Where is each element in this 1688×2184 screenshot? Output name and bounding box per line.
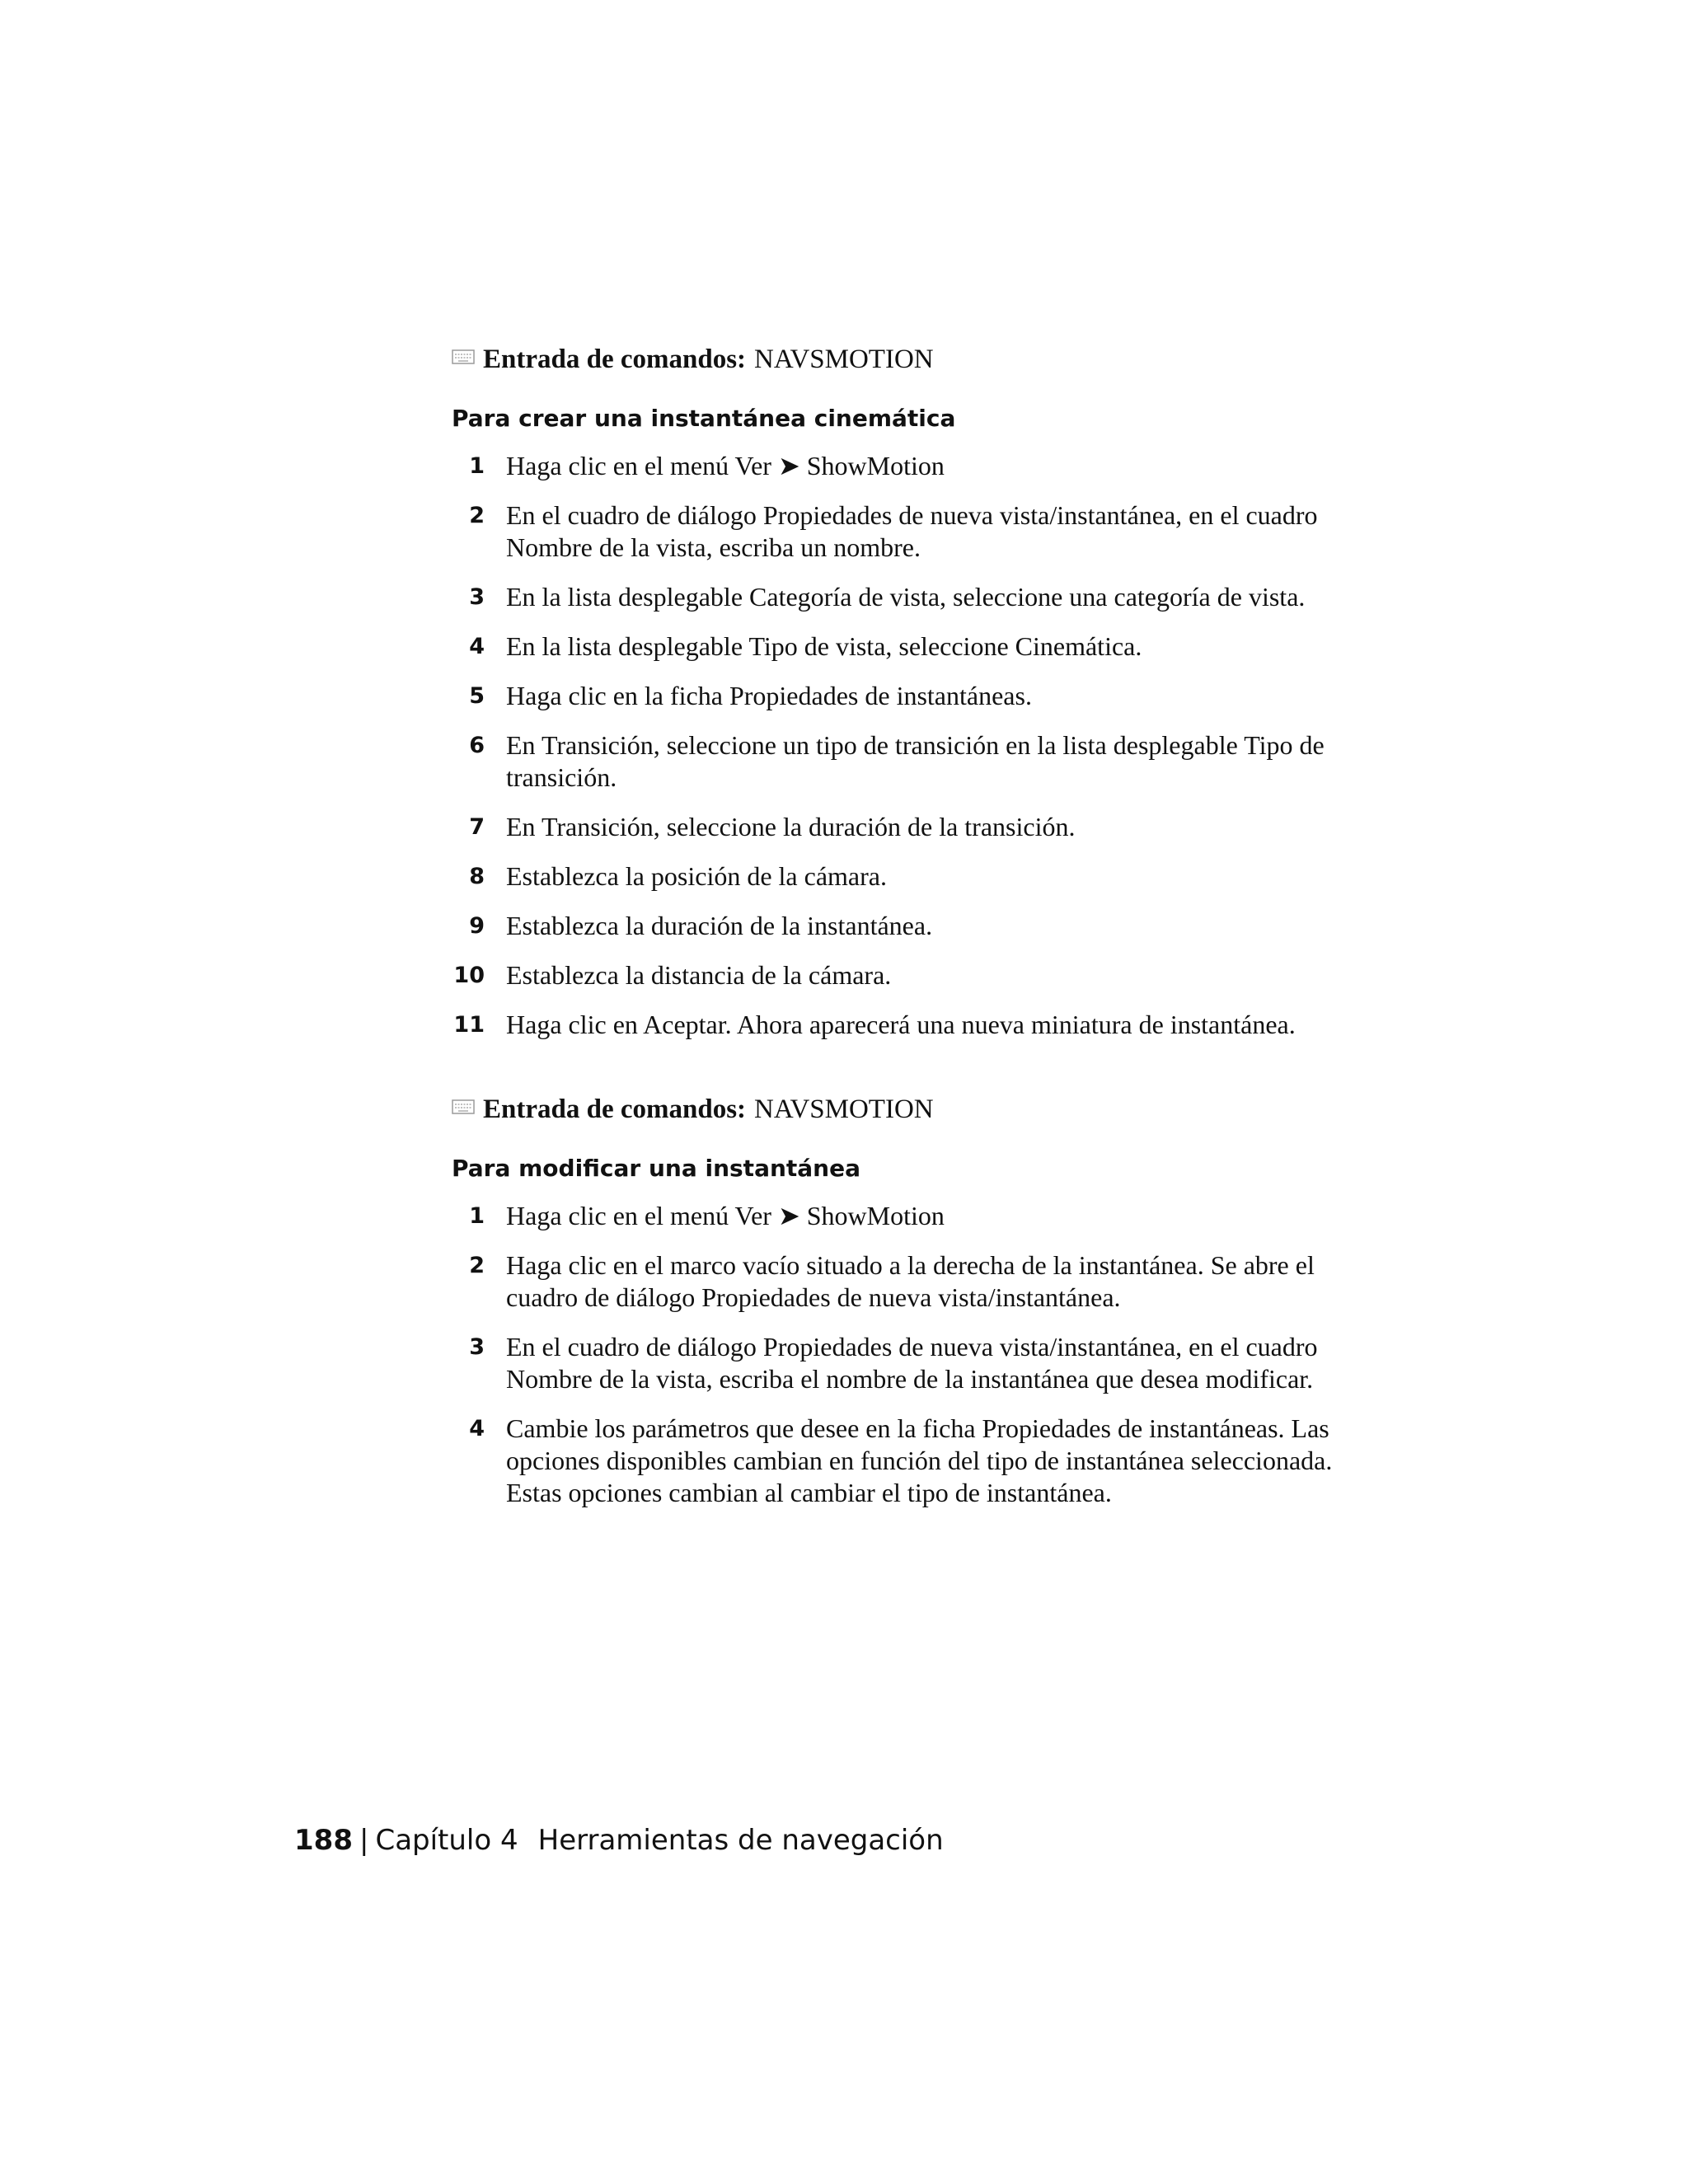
step-number: 3 — [469, 584, 485, 610]
procedure-steps — [452, 450, 1358, 1041]
list-item — [452, 860, 1358, 893]
step-text: Haga clic en el menú Ver ➤ ShowMotion — [506, 1201, 945, 1230]
step-text: En Transición, seleccione un tipo de transición en la lista desplegable Tipo de transición. — [506, 730, 1325, 792]
list-item — [452, 811, 1358, 843]
step-number: 7 — [469, 814, 485, 840]
step-number: 3 — [469, 1334, 485, 1360]
step-text: Establezca la duración de la instantánea. — [506, 911, 933, 940]
list-item — [452, 1009, 1358, 1041]
list-item — [452, 450, 1358, 482]
keyboard-icon — [452, 1099, 475, 1115]
list-item — [452, 680, 1358, 712]
step-number: 6 — [469, 733, 485, 758]
step-text: En el cuadro de diálogo Propiedades de nueva vista/instantánea, en el cuadro Nombre de la vista, escriba el nombre de la instantánea que desea modificar. — [506, 1332, 1318, 1394]
list-item — [452, 729, 1358, 794]
list-item — [452, 959, 1358, 991]
footer-separator: | — [359, 1824, 369, 1857]
list-item — [452, 581, 1358, 613]
procedure-heading: Para crear una instantánea cinemática — [452, 405, 956, 432]
step-text: Haga clic en el marco vacío situado a la derecha de la instantánea. Se abre el cuadro de diálogo Propiedades de nueva vista/instantánea. — [506, 1250, 1315, 1312]
command-entry-label: Entrada de comandos: — [483, 1094, 747, 1124]
step-text: Establezca la distancia de la cámara. — [506, 960, 892, 990]
step-number: 4 — [469, 1416, 485, 1441]
step-text: Establezca la posición de la cámara. — [506, 861, 887, 891]
list-item — [452, 1200, 1358, 1232]
list-item — [452, 630, 1358, 663]
step-text: En la lista desplegable Tipo de vista, seleccione Cinemática. — [506, 631, 1142, 661]
step-number: 4 — [469, 634, 485, 659]
list-item — [452, 910, 1358, 942]
command-entry — [452, 340, 1358, 379]
command-entry — [452, 1090, 1358, 1129]
keyboard-icon — [452, 349, 475, 365]
procedure-steps — [452, 1200, 1358, 1509]
procedure-heading: Para modificar una instantánea — [452, 1155, 860, 1182]
step-number: 5 — [469, 683, 485, 709]
step-text: Cambie los parámetros que desee en la ficha Propiedades de instantáneas. Las opciones disponibles cambian en función del tipo de instantánea seleccionada. Estas opciones cambian al cambiar el tipo de instantánea. — [506, 1413, 1333, 1507]
list-item — [452, 1249, 1358, 1314]
step-number: 9 — [469, 913, 485, 939]
page-content — [452, 340, 1358, 1526]
command-entry-value: NAVSMOTION — [754, 344, 934, 374]
step-number: 2 — [469, 503, 485, 528]
command-entry-label: Entrada de comandos: — [483, 344, 747, 374]
step-text: Haga clic en la ficha Propiedades de instantáneas. — [506, 681, 1032, 710]
section-spacer — [452, 1058, 1358, 1090]
step-number: 10 — [453, 963, 485, 988]
step-text: Haga clic en Aceptar. Ahora aparecerá una nueva miniatura de instantánea. — [506, 1010, 1296, 1039]
step-number: 1 — [469, 1203, 485, 1229]
chapter-label: Capítulo 4 — [375, 1824, 518, 1857]
chapter-title: Herramientas de navegación — [537, 1824, 944, 1857]
list-item — [452, 1331, 1358, 1395]
step-number: 2 — [469, 1253, 485, 1278]
list-item — [452, 499, 1358, 564]
list-item — [452, 1413, 1358, 1509]
step-text: Haga clic en el menú Ver ➤ ShowMotion — [506, 451, 945, 480]
step-number: 1 — [469, 453, 485, 479]
step-number: 8 — [469, 864, 485, 889]
step-text: En Transición, seleccione la duración de la transición. — [506, 812, 1076, 841]
step-text: En el cuadro de diálogo Propiedades de nueva vista/instantánea, en el cuadro Nombre de la vista, escriba un nombre. — [506, 500, 1318, 562]
command-entry-value: NAVSMOTION — [754, 1094, 934, 1124]
page-number: 188 — [294, 1824, 353, 1857]
step-text: En la lista desplegable Categoría de vista, seleccione una categoría de vista. — [506, 582, 1306, 612]
step-number: 11 — [453, 1012, 485, 1038]
page-footer — [294, 1820, 944, 1861]
